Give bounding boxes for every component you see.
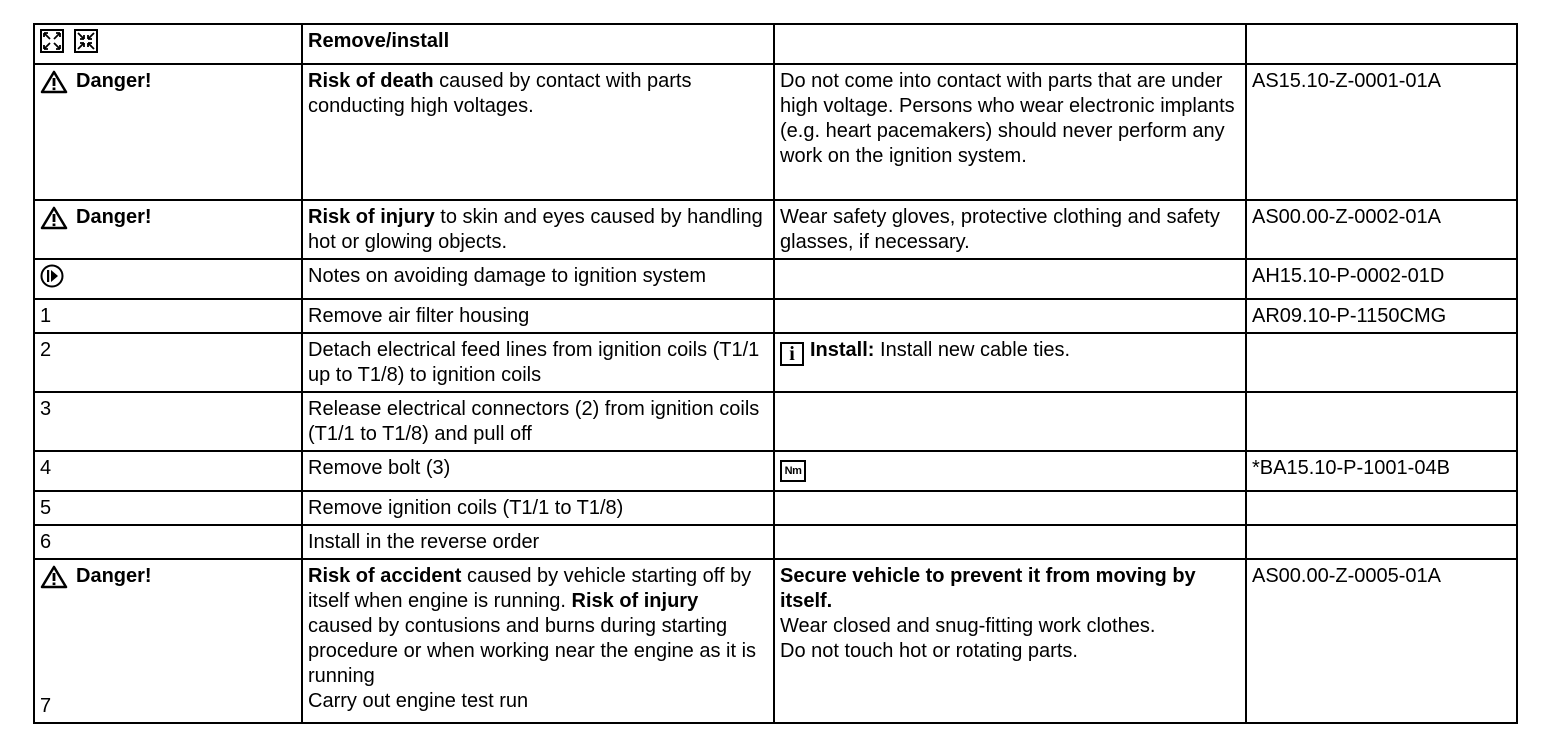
torque-nm-icon[interactable]: Nm xyxy=(780,460,806,482)
reference-link[interactable] xyxy=(1246,333,1517,392)
danger-text: Danger! xyxy=(76,206,152,228)
step-text: Remove ignition coils (T1/1 to T1/8) xyxy=(302,491,774,525)
measure-line: Do not touch hot or rotating parts. xyxy=(780,640,1078,662)
measure-cell: Wear safety gloves, protective clothing and safety glasses, if necessary. xyxy=(774,200,1246,259)
risk-bold: Risk of death xyxy=(308,70,434,92)
step-row xyxy=(34,491,1517,525)
step-text: Detach electrical feed lines from ignition coils (T1/1 up to T1/8) to ignition coils xyxy=(302,333,774,392)
install-text: Install new cable ties. xyxy=(874,339,1071,361)
step-row xyxy=(34,333,1517,392)
danger-label xyxy=(40,564,296,589)
danger-label xyxy=(40,205,296,230)
empty-cell xyxy=(774,24,1246,64)
step-text: Carry out engine test run xyxy=(308,690,529,712)
risk-cell xyxy=(302,559,774,723)
note-row xyxy=(34,259,1517,299)
step-number: 3 xyxy=(34,392,302,451)
measure-cell xyxy=(774,559,1246,723)
reference-link[interactable] xyxy=(1246,525,1517,559)
collapse-view-icon[interactable] xyxy=(74,29,98,53)
risk-text: caused by contusions and burns during starting procedure or when working near the engine as it is running xyxy=(308,615,757,687)
damage-notice-icon xyxy=(40,264,64,288)
empty-cell xyxy=(774,525,1246,559)
step-text: Remove bolt (3) xyxy=(302,451,774,491)
info-icon: i xyxy=(780,342,804,366)
step-text: Install in the reverse order xyxy=(302,525,774,559)
reference-link[interactable]: AS15.10-Z-0001-01A xyxy=(1246,64,1517,200)
final-danger-row xyxy=(34,559,1517,723)
warning-triangle-icon xyxy=(40,565,68,589)
reference-link[interactable]: AR09.10-P-1150CMG xyxy=(1246,299,1517,333)
measure-cell: Do not come into contact with parts that are under high voltage. Persons who wear electronic implants (e.g. heart pacemakers) should never perform any work on the ignition system. xyxy=(774,64,1246,200)
step-text: Remove air filter housing xyxy=(302,299,774,333)
step-text: Release electrical connectors (2) from ignition coils (T1/1 to T1/8) and pull off xyxy=(302,392,774,451)
step-number: 2 xyxy=(34,333,302,392)
reference-link[interactable] xyxy=(1246,392,1517,451)
install-label: Install: xyxy=(810,339,875,361)
risk-bold: Risk of injury xyxy=(308,206,435,228)
step-row xyxy=(34,525,1517,559)
empty-cell xyxy=(774,491,1246,525)
reference-link[interactable]: *BA15.10-P-1001-04B xyxy=(1246,451,1517,491)
empty-cell xyxy=(774,259,1246,299)
step-row xyxy=(34,299,1517,333)
note-text: Notes on avoiding damage to ignition system xyxy=(302,259,774,299)
risk-cell xyxy=(302,64,774,200)
empty-cell xyxy=(774,299,1246,333)
step-number: 1 xyxy=(34,299,302,333)
view-icons-cell xyxy=(34,24,302,64)
warning-triangle-icon xyxy=(40,70,68,94)
risk-bold: Risk of injury xyxy=(571,590,699,612)
reference-link[interactable]: AH15.10-P-0002-01D xyxy=(1246,259,1517,299)
reference-link[interactable] xyxy=(1246,491,1517,525)
danger-text: Danger! xyxy=(76,565,152,587)
install-note-cell xyxy=(774,333,1246,392)
risk-text: to skin and eyes caused by handling hot or glowing objects. xyxy=(308,206,763,253)
reference-link[interactable]: AS00.00-Z-0002-01A xyxy=(1246,200,1517,259)
risk-text: caused by vehicle starting off by itself when engine is running. xyxy=(308,565,752,612)
empty-cell xyxy=(774,392,1246,451)
measure-line: Wear closed and snug-fitting work clothes. xyxy=(780,615,1156,637)
step-number: 5 xyxy=(34,491,302,525)
exploded-view-icon[interactable] xyxy=(40,29,64,53)
risk-text: caused by contact with parts conducting high voltages. xyxy=(308,70,692,117)
step-number: 6 xyxy=(34,525,302,559)
reference-link[interactable]: AS00.00-Z-0005-01A xyxy=(1246,559,1517,723)
danger-row xyxy=(34,64,1517,200)
danger-text: Danger! xyxy=(76,70,152,92)
risk-bold: Risk of accident xyxy=(308,565,462,587)
step-row xyxy=(34,392,1517,451)
step-row xyxy=(34,451,1517,491)
step-number: 4 xyxy=(34,451,302,491)
danger-label xyxy=(40,69,296,94)
measure-bold: Secure vehicle to prevent it from moving by itself. xyxy=(780,565,1196,612)
procedure-table xyxy=(33,23,1518,724)
procedure-title: Remove/install xyxy=(302,24,774,64)
empty-cell xyxy=(1246,24,1517,64)
risk-cell xyxy=(302,200,774,259)
warning-triangle-icon xyxy=(40,206,68,230)
danger-row xyxy=(34,200,1517,259)
table-header-row xyxy=(34,24,1517,64)
step-number: 7 xyxy=(40,695,52,717)
